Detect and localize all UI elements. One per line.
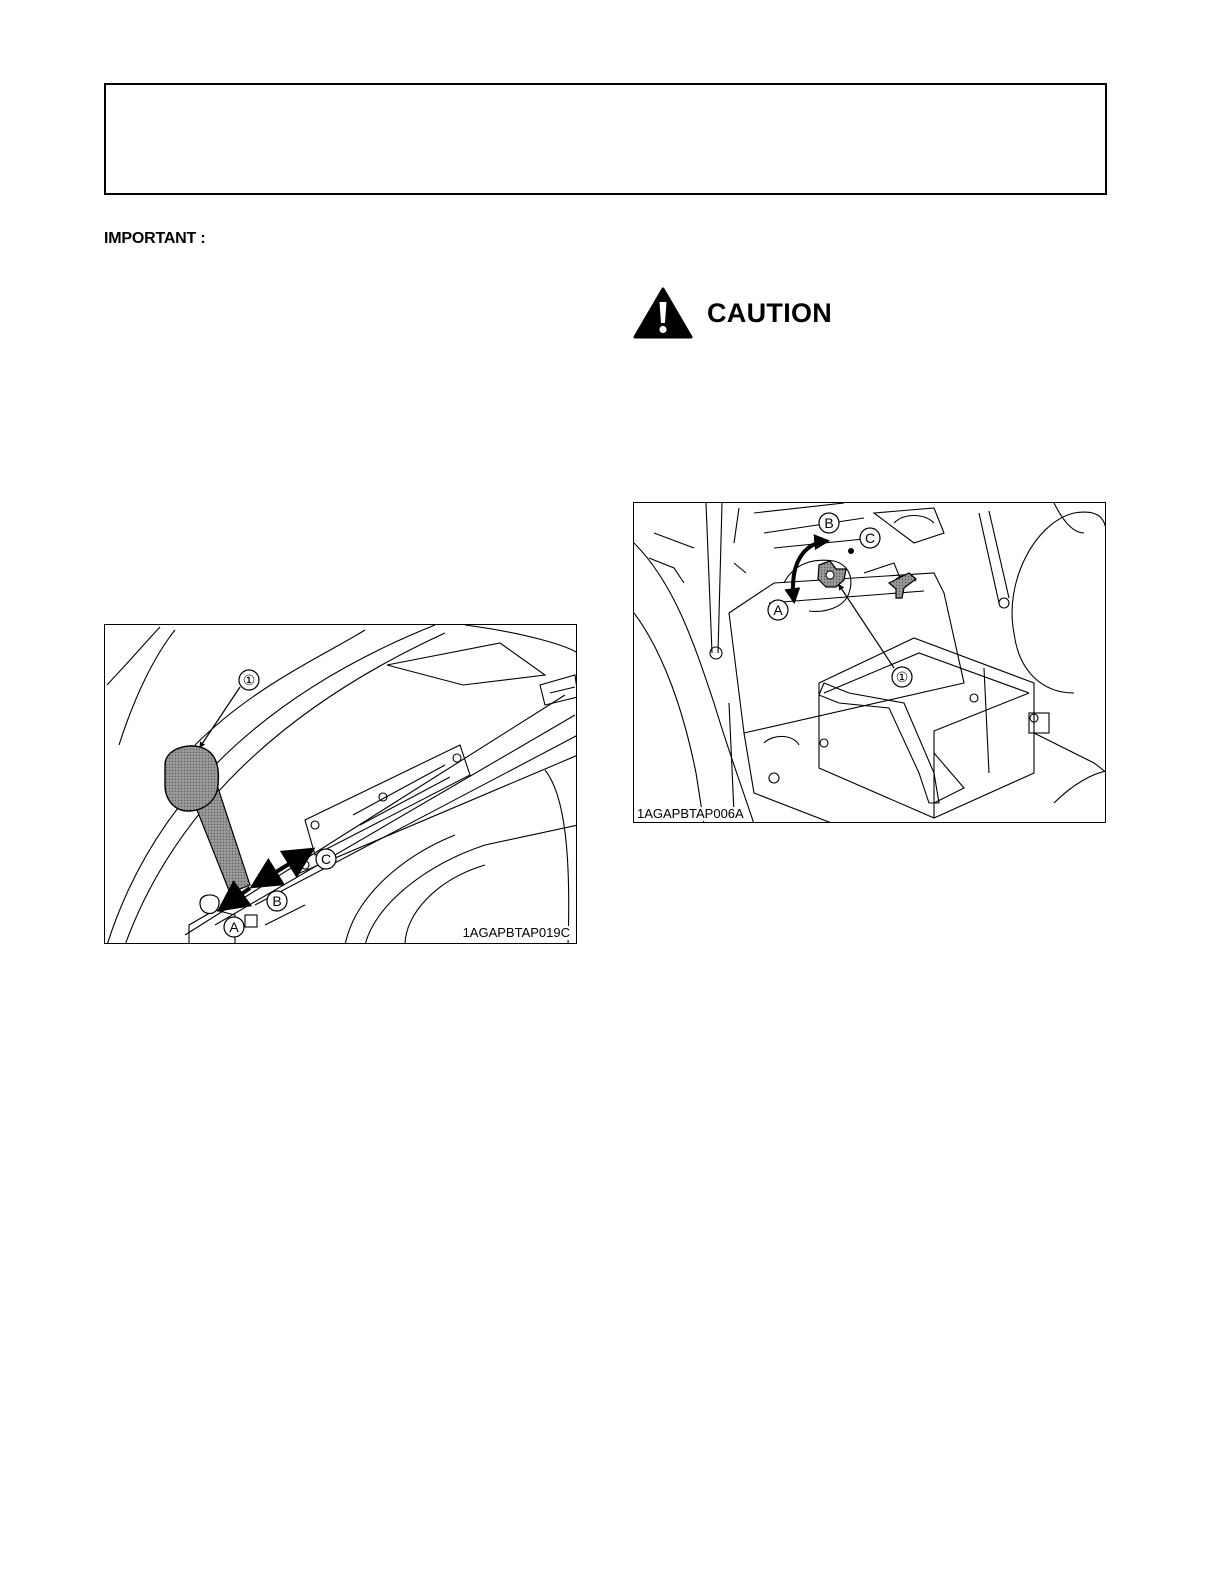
figure-rotary-knob (633, 502, 1106, 823)
callout-c-label: C (320, 851, 332, 867)
callout-part-label: ① (895, 669, 909, 685)
callout-a-label: A (229, 919, 239, 935)
figure-code: 1AGAPBTAP006A (637, 806, 744, 821)
callout-b-label: B (824, 515, 834, 531)
figure-code: 1AGAPBTAP019C (462, 925, 570, 940)
header-box (104, 83, 1107, 195)
warning-triangle-icon (633, 287, 693, 339)
lever-illustration (105, 625, 577, 944)
callout-part-label: ① (242, 672, 256, 688)
knob-illustration (634, 503, 1106, 823)
important-label: IMPORTANT : (104, 230, 206, 247)
callout-a-label: A (773, 602, 783, 618)
callout-b-label: B (272, 893, 282, 909)
caution-label: CAUTION (707, 297, 833, 328)
caution-heading (633, 287, 832, 339)
figure-range-shift-lever (104, 624, 577, 944)
callout-c-label: C (864, 530, 876, 546)
